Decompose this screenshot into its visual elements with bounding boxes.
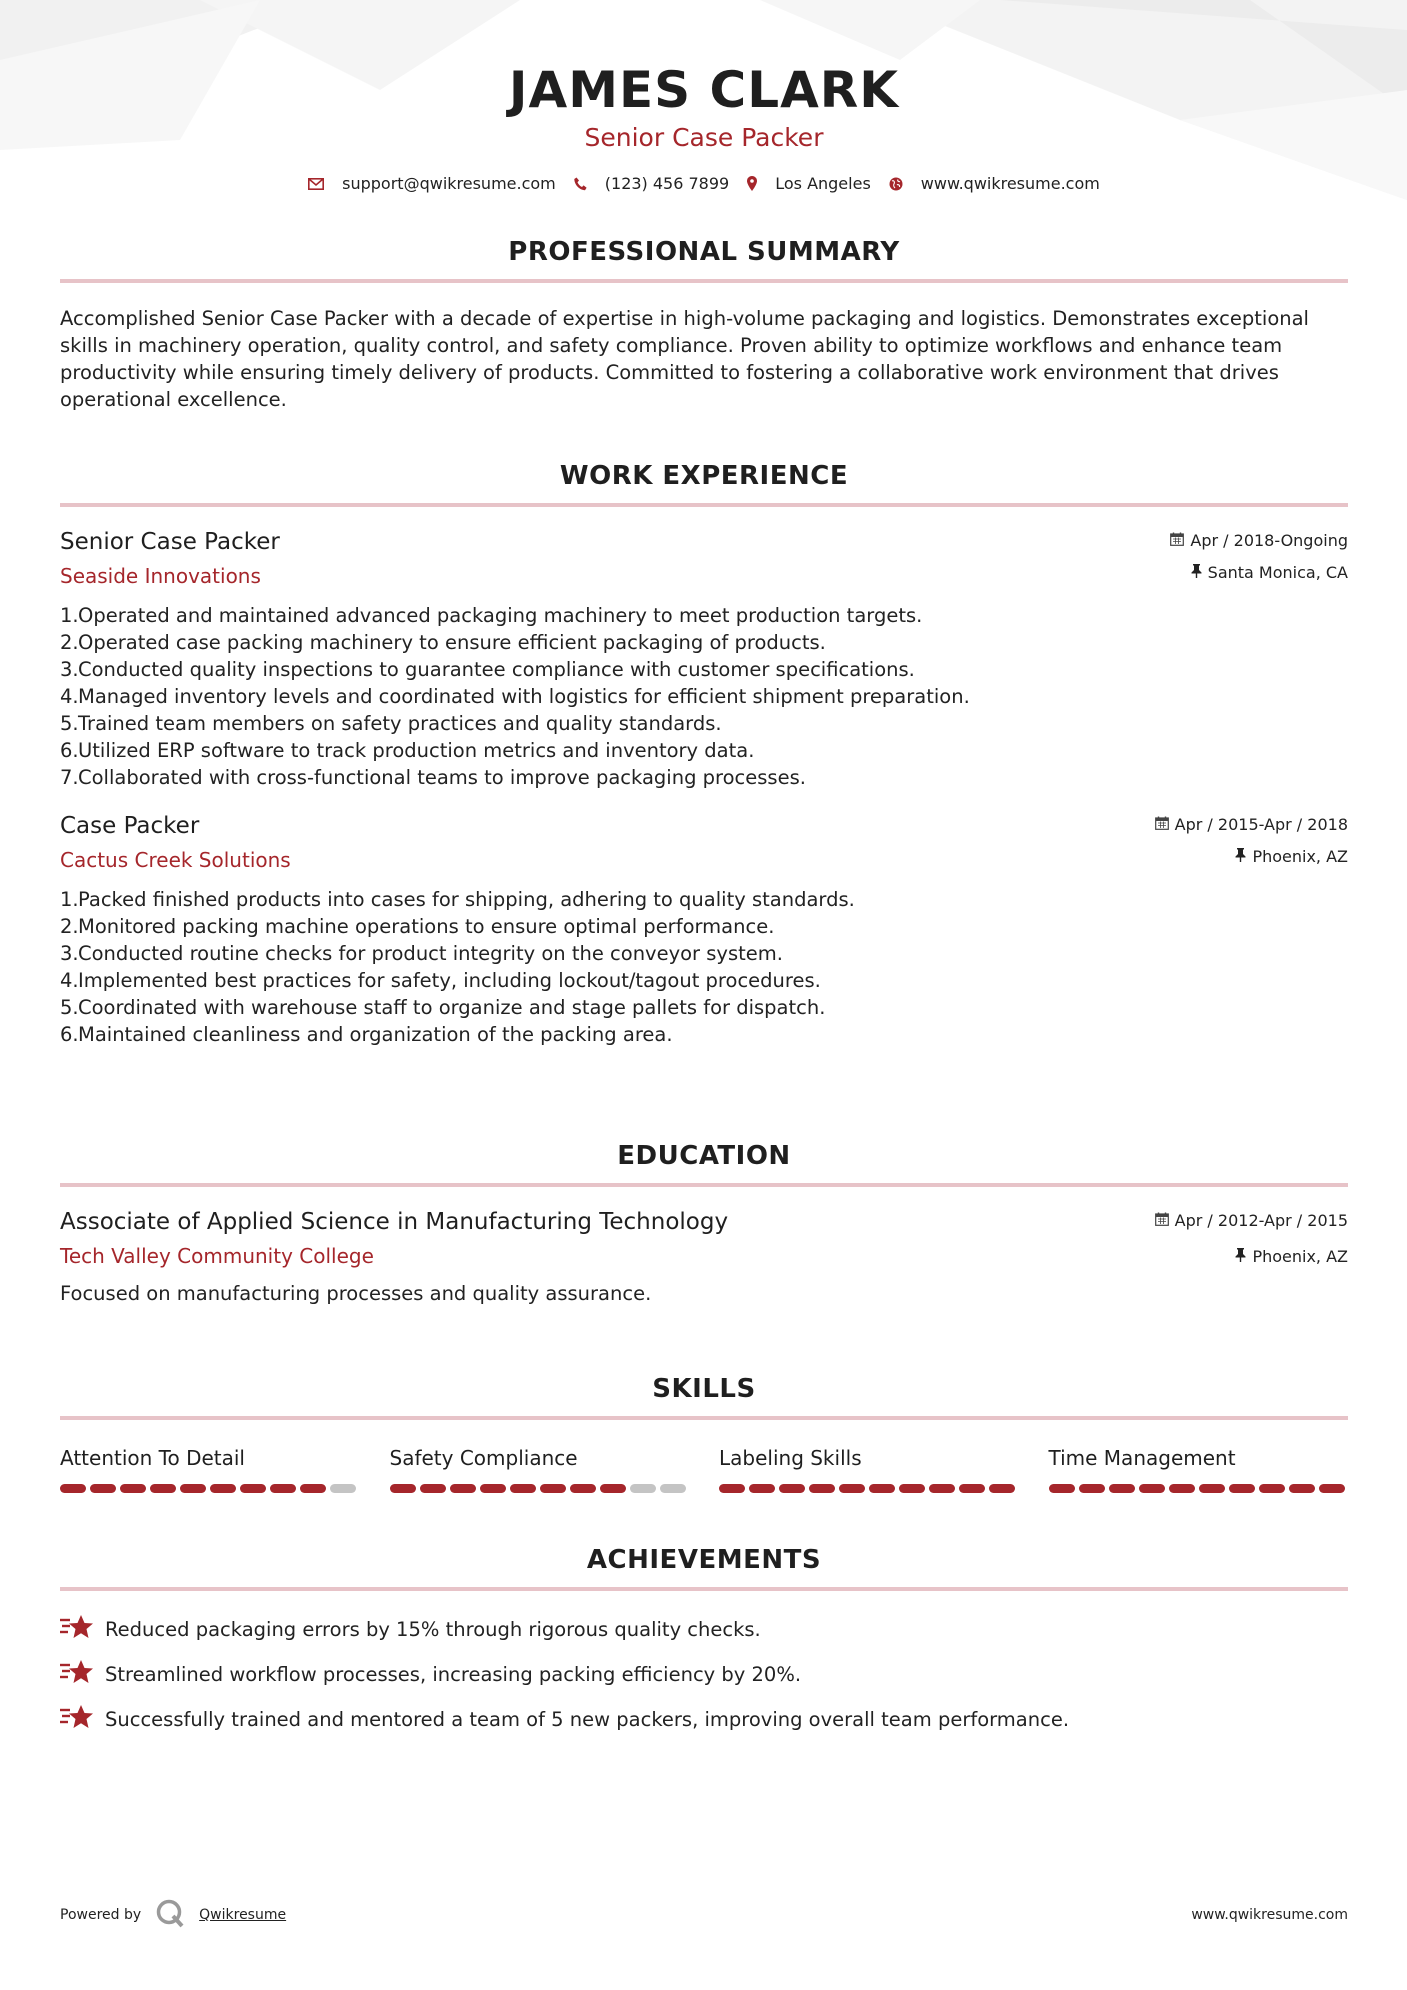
skill-segment-filled <box>1079 1484 1105 1493</box>
section-divider <box>60 1183 1348 1187</box>
contact-email[interactable] <box>308 174 556 193</box>
skill-segment-filled <box>959 1484 985 1493</box>
skill-segment-filled <box>600 1484 626 1493</box>
pin-icon <box>1191 563 1202 582</box>
contact-email-text: support@qwikresume.com <box>342 174 556 193</box>
skill-item <box>390 1446 690 1493</box>
candidate-title: Senior Case Packer <box>584 123 824 152</box>
footer-website[interactable]: www.qwikresume.com <box>1191 1907 1348 1923</box>
skill-segment-filled <box>1169 1484 1195 1493</box>
skill-item <box>1049 1446 1349 1493</box>
skill-segment-filled <box>839 1484 865 1493</box>
contact-website[interactable] <box>889 174 1100 193</box>
skill-level-bar <box>719 1484 1019 1493</box>
map-marker-icon <box>747 176 757 191</box>
contact-location-text: Los Angeles <box>775 174 871 193</box>
section-divider <box>60 503 1348 507</box>
achievements-list <box>60 1607 1348 1742</box>
skill-segment-filled <box>510 1484 536 1493</box>
list-item: 2. Operated case packing machinery to ensure efficient packaging of products. <box>60 631 826 654</box>
list-item: 5. Coordinated with warehouse staff to organize and stage pallets for dispatch. <box>60 996 826 1019</box>
skill-level-bar <box>390 1484 690 1493</box>
skill-segment-filled <box>1259 1484 1285 1493</box>
calendar-icon <box>1155 815 1169 834</box>
resume-header <box>60 0 1348 193</box>
skill-segment-filled <box>90 1484 116 1493</box>
job-company: Cactus Creek Solutions <box>60 848 291 872</box>
phone-icon <box>574 177 587 191</box>
skill-item <box>60 1446 360 1493</box>
skill-segment-filled <box>270 1484 296 1493</box>
skills-section <box>60 1374 1348 1493</box>
list-item <box>60 1607 1348 1652</box>
skill-segment-filled <box>570 1484 596 1493</box>
school-name: Tech Valley Community College <box>60 1244 374 1268</box>
list-item <box>60 1652 1348 1697</box>
calendar-icon <box>1170 531 1184 550</box>
skill-segment-filled <box>869 1484 895 1493</box>
resume-page <box>60 0 1348 1731</box>
skill-segment-filled <box>1109 1484 1135 1493</box>
list-item: 1. Packed finished products into cases for shipping, adhering to quality standards. <box>60 888 855 911</box>
education-heading: EDUCATION <box>617 1141 791 1171</box>
skill-segment-empty <box>660 1484 686 1493</box>
skill-level-bar <box>60 1484 360 1493</box>
summary-heading: PROFESSIONAL SUMMARY <box>508 237 900 267</box>
job-role: Senior Case Packer <box>60 529 280 555</box>
skill-segment-filled <box>1289 1484 1315 1493</box>
achievements-section <box>60 1545 1348 1742</box>
skill-segment-filled <box>1229 1484 1255 1493</box>
summary-text: Accomplished Senior Case Packer with a decade of expertise in high-volume packaging and logistics. Demonstrates exceptional skills in machinery operation, quality control, and safety compliance. Proven ability to optimize workflows and enhance team productivity while ensuring timely delivery of products. Committed to fostering a collaborative work environment that drives operational excellence. <box>60 307 1309 411</box>
skill-segment-filled <box>300 1484 326 1493</box>
skill-segment-filled <box>779 1484 805 1493</box>
skill-segment-filled <box>150 1484 176 1493</box>
list-item: 1. Operated and maintained advanced packaging machinery to meet production targets. <box>60 604 923 627</box>
star-icon <box>60 1704 93 1735</box>
job-company: Seaside Innovations <box>60 564 261 588</box>
skill-segment-filled <box>480 1484 506 1493</box>
skill-name: Time Management <box>1048 1446 1236 1470</box>
skill-segment-filled <box>1139 1484 1165 1493</box>
contact-phone-text: (123) 456 7899 <box>604 174 730 193</box>
contact-website-text: www.qwikresume.com <box>920 174 1100 193</box>
skill-segment-filled <box>180 1484 206 1493</box>
list-item: 4. Managed inventory levels and coordinated with logistics for efficient shipment preparation. <box>60 685 970 708</box>
skill-segment-filled <box>420 1484 446 1493</box>
pin-icon <box>1235 847 1246 866</box>
job-location: Phoenix, AZ <box>1252 846 1348 866</box>
globe-icon <box>889 177 903 191</box>
achievement-text: Reduced packaging errors by 15% through rigorous quality checks. <box>105 1618 761 1641</box>
achievements-heading: ACHIEVEMENTS <box>586 1545 822 1575</box>
skill-segment-filled <box>240 1484 266 1493</box>
skill-segment-empty <box>330 1484 356 1493</box>
qwikresume-logo <box>155 1898 185 1932</box>
skill-segment-filled <box>719 1484 745 1493</box>
job-location: Santa Monica, CA <box>1207 562 1348 582</box>
skill-segment-filled <box>809 1484 835 1493</box>
section-divider <box>60 1587 1348 1591</box>
skill-level-bar <box>1049 1484 1349 1493</box>
job-entry <box>60 813 1348 1048</box>
section-divider <box>60 279 1348 283</box>
skill-name: Safety Compliance <box>389 1446 578 1470</box>
skill-segment-empty <box>630 1484 656 1493</box>
envelope-icon <box>308 178 324 190</box>
list-item <box>60 1697 1348 1742</box>
duties-list <box>60 886 1348 1048</box>
skill-segment-filled <box>929 1484 955 1493</box>
list-item: 6. Utilized ERP software to track production metrics and inventory data. <box>60 739 755 762</box>
list-item: 3. Conducted quality inspections to guarantee compliance with customer specifications. <box>60 658 915 681</box>
skill-segment-filled <box>60 1484 86 1493</box>
brand-link[interactable]: Qwikresume <box>199 1907 287 1923</box>
list-item: 6. Maintained cleanliness and organization of the packing area. <box>60 1023 673 1046</box>
duties-list <box>60 602 1348 791</box>
skill-segment-filled <box>749 1484 775 1493</box>
contact-location <box>747 174 871 193</box>
page-footer <box>60 1898 1348 1932</box>
experience-section <box>60 461 1348 1048</box>
education-location: Phoenix, AZ <box>1252 1246 1348 1266</box>
skill-name: Attention To Detail <box>60 1446 245 1470</box>
education-description: Focused on manufacturing processes and quality assurance. <box>60 1282 652 1305</box>
experience-heading: WORK EXPERIENCE <box>559 461 849 491</box>
skill-segment-filled <box>1199 1484 1225 1493</box>
education-section <box>60 1141 1348 1305</box>
list-item: 3. Conducted routine checks for product integrity on the conveyor system. <box>60 942 783 965</box>
list-item: 4. Implemented best practices for safety, including lockout/tagout procedures. <box>60 969 821 992</box>
list-item: 5. Trained team members on safety practices and quality standards. <box>60 712 722 735</box>
skill-item <box>719 1446 1019 1493</box>
skill-segment-filled <box>390 1484 416 1493</box>
skill-segment-filled <box>540 1484 566 1493</box>
skills-heading: SKILLS <box>652 1374 756 1404</box>
contact-phone[interactable] <box>574 174 729 193</box>
list-item: 2. Monitored packing machine operations to ensure optimal performance. <box>60 915 775 938</box>
candidate-name: JAMES CLARK <box>508 61 900 119</box>
calendar-icon <box>1155 1211 1169 1230</box>
summary-section <box>60 237 1348 413</box>
education-dates: Apr / 2012-Apr / 2015 <box>1174 1210 1348 1230</box>
skill-segment-filled <box>1319 1484 1345 1493</box>
job-entry <box>60 529 1348 791</box>
list-item: 7. Collaborated with cross-functional teams to improve packaging processes. <box>60 766 806 789</box>
skill-segment-filled <box>120 1484 146 1493</box>
star-icon <box>60 1659 93 1690</box>
degree-name: Associate of Applied Science in Manufacturing Technology <box>60 1209 729 1235</box>
skill-segment-filled <box>989 1484 1015 1493</box>
achievement-text: Streamlined workflow processes, increasing packing efficiency by 20%. <box>105 1663 802 1686</box>
pin-icon <box>1235 1247 1246 1266</box>
skill-name: Labeling Skills <box>719 1446 862 1470</box>
skill-segment-filled <box>1049 1484 1075 1493</box>
skill-segment-filled <box>210 1484 236 1493</box>
section-divider <box>60 1416 1348 1420</box>
skill-segment-filled <box>450 1484 476 1493</box>
job-dates: Apr / 2018-Ongoing <box>1190 530 1348 550</box>
job-role: Case Packer <box>60 813 200 839</box>
powered-by-label: Powered by <box>60 1907 142 1923</box>
contact-bar <box>60 174 1348 193</box>
skill-segment-filled <box>899 1484 925 1493</box>
skills-grid <box>60 1446 1348 1493</box>
star-icon <box>60 1614 93 1645</box>
job-dates: Apr / 2015-Apr / 2018 <box>1174 814 1348 834</box>
achievement-text: Successfully trained and mentored a team of 5 new packers, improving overall team performance. <box>105 1708 1070 1731</box>
